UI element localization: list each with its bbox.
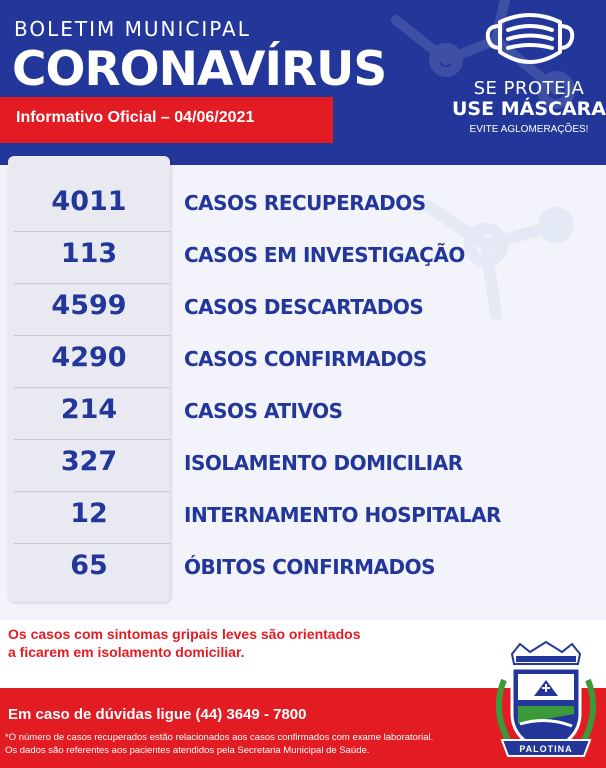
stat-row-descartados [8, 284, 606, 336]
footnote-1: *O número de casos recuperados estão relacionados aos casos confirmados com exame laboratorial. [5, 732, 434, 743]
stat-label: CASOS DESCARTADOS [184, 295, 424, 319]
stat-value: 4011 [51, 186, 127, 217]
stat-row-investigacao [8, 232, 606, 284]
face-mask-icon [484, 6, 576, 74]
coat-label: PALOTINA [519, 744, 573, 754]
bulletin-kicker: BOLETIM MUNICIPAL [14, 17, 251, 41]
header [0, 0, 606, 165]
stats-list [8, 180, 606, 596]
badge-line-3: EVITE AGLOMERAÇÕES! [469, 124, 589, 135]
guidance-note [8, 625, 408, 661]
mask-badge [452, 6, 606, 144]
stat-value: 327 [60, 446, 118, 477]
stat-value: 4599 [51, 290, 127, 321]
footnote-2: Os dados são referentes aos pacientes atendidos pela Secretaria Municipal de Saúde. [5, 745, 370, 756]
stat-label: CASOS CONFIRMADOS [184, 347, 427, 371]
stat-value: 4290 [51, 342, 127, 373]
stat-label: ISOLAMENTO DOMICILIAR [184, 451, 463, 475]
note-line-2: a ficarem em isolamento domiciliar. [8, 644, 245, 660]
stat-row-isolamento [8, 440, 606, 492]
badge-line-2: USE MÁSCARA [452, 98, 606, 120]
stat-label: CASOS EM INVESTIGAÇÃO [184, 243, 465, 267]
stat-row-recuperados [8, 180, 606, 232]
info-date: Informativo Oficial – 04/06/2021 [16, 109, 255, 126]
stat-row-ativos [8, 388, 606, 440]
stat-value: 12 [70, 498, 108, 529]
stat-value: 65 [70, 550, 108, 581]
info-banner [0, 97, 333, 143]
stat-label: CASOS ATIVOS [184, 399, 343, 423]
badge-line-1: SE PROTEJA [473, 78, 585, 99]
stat-label: ÓBITOS CONFIRMADOS [184, 555, 436, 579]
stat-row-obitos [8, 544, 606, 596]
stat-label: CASOS RECUPERADOS [184, 191, 426, 215]
stat-label: INTERNAMENTO HOSPITALAR [184, 503, 501, 527]
stat-value: 214 [60, 394, 118, 425]
stat-value: 113 [60, 238, 118, 269]
page-title: CORONAVÍRUS [12, 42, 387, 97]
coat-of-arms [490, 640, 602, 768]
contact-phone: Em caso de dúvidas ligue (44) 3649 - 7800 [8, 706, 307, 723]
stat-row-internamento [8, 492, 606, 544]
note-line-1: Os casos com sintomas gripais leves são orientados [8, 626, 361, 642]
stat-row-confirmados [8, 336, 606, 388]
